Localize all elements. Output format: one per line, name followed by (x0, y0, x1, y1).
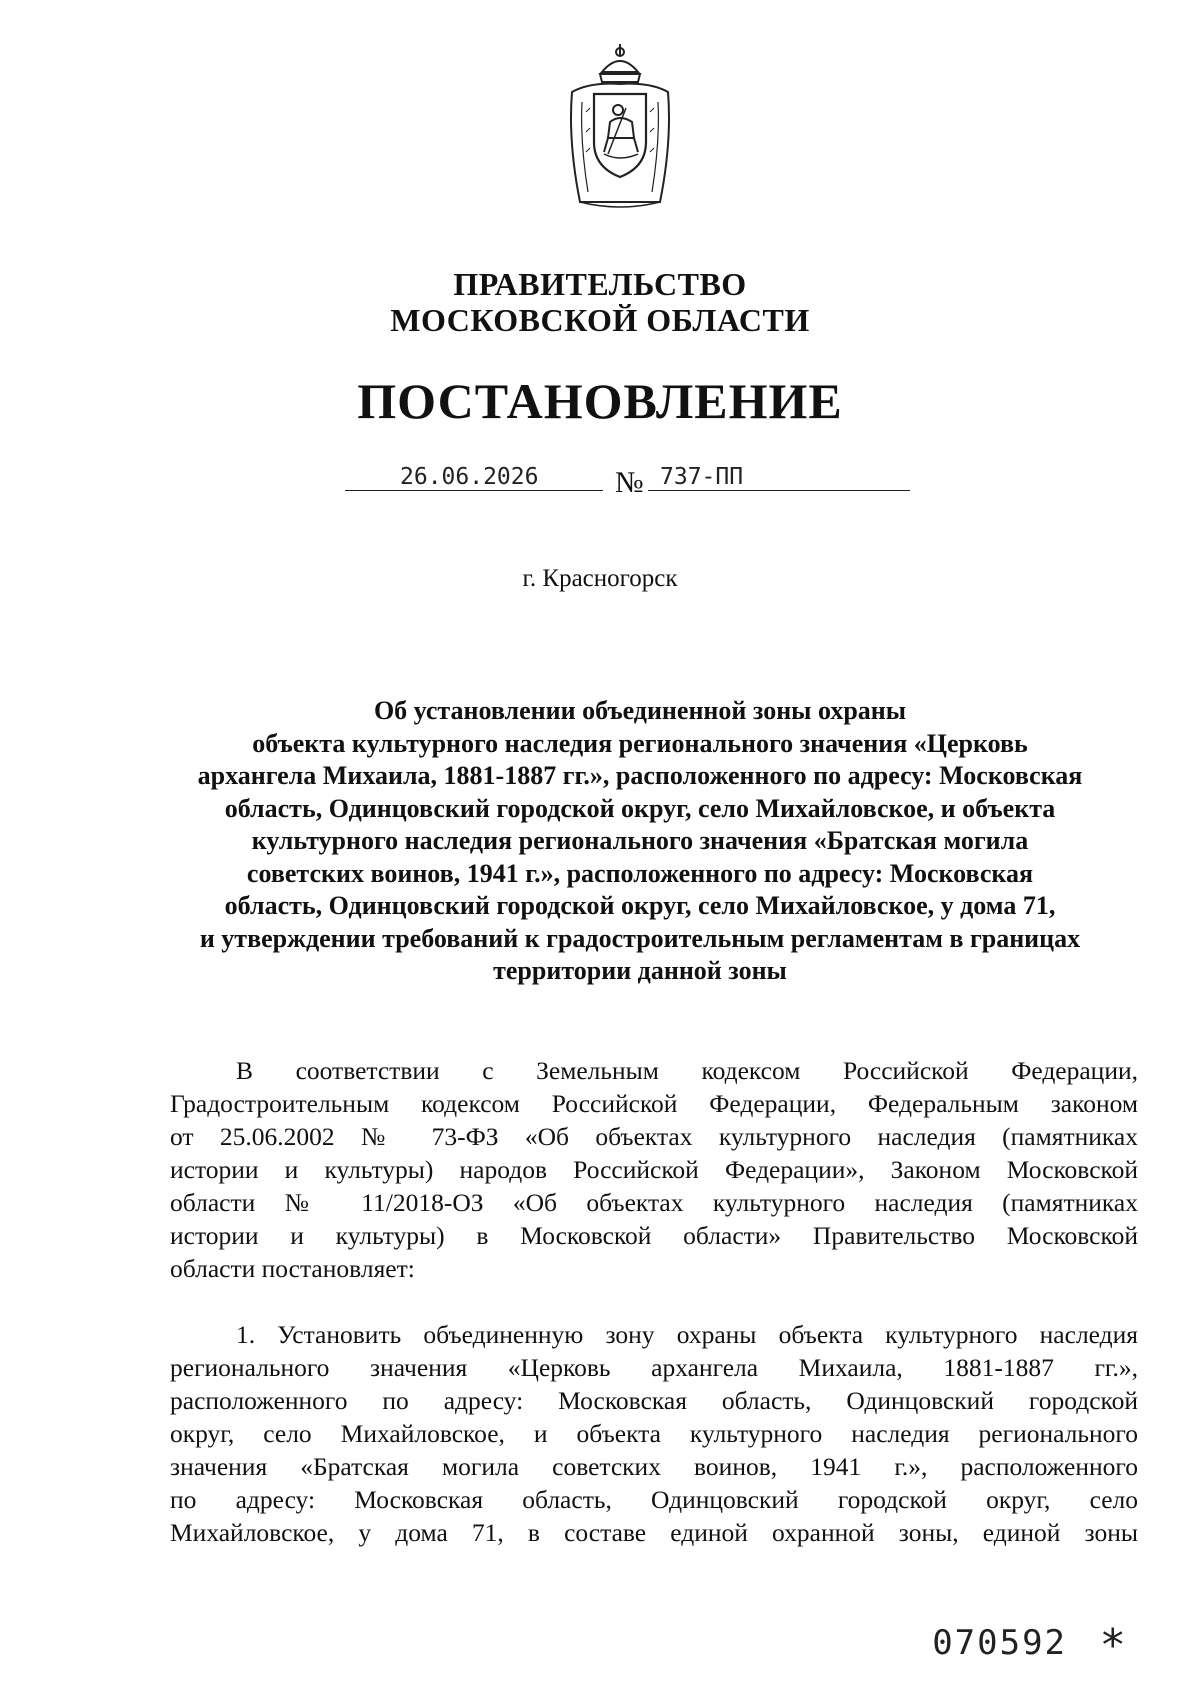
city-line: г. Красногорск (522, 565, 678, 592)
item-1-line: значения «Братская могила советских воинов, 1941 г.», расположенного (170, 1452, 1138, 1481)
item-1-line: расположенного по адресу: Московская область, Одинцовский городской (170, 1386, 1138, 1415)
document-title (160, 695, 1120, 988)
title-line: область, Одинцовский городской округ, село Михайловское, и объекта (224, 793, 1056, 823)
title-line: объекта культурного наследия регионального значения «Церковь (252, 728, 1028, 758)
serial-number: 070592 (932, 1623, 1068, 1663)
preamble-paragraph (170, 1054, 1138, 1285)
title-line: архангела Михаила, 1881-1887 гг.», расположенного по адресу: Московская (197, 761, 1083, 790)
number-sign: № (615, 466, 644, 499)
number-underline (648, 490, 910, 491)
title-line: и утверждении требований к градостроительным регламентам в границах (199, 923, 1081, 953)
title-line: Об установлении объединенной зоны охраны (373, 696, 907, 725)
title-line: область, Одинцовский городской округ, село Михайловское, у дома 71, (224, 891, 1056, 920)
title-line: территории данной зоны (493, 956, 787, 985)
preamble-line: от 25.06.2002 № 73-ФЗ «Об объектах культурного наследия (памятниках (170, 1122, 1138, 1151)
date-underline (345, 490, 603, 491)
document-type-heading: ПОСТАНОВЛЕНИЕ (357, 373, 843, 429)
item-1-line: по адресу: Московская область, Одинцовский городской округ, село (170, 1485, 1138, 1514)
document-date: 26.06.2026 (400, 464, 539, 490)
preamble-line: области постановляет: (170, 1254, 415, 1283)
item-1-paragraph (170, 1318, 1138, 1549)
preamble-line: В соответствии с Земельным кодексом Российской Федерации, (236, 1056, 1138, 1085)
asterisk-mark: * (1099, 1620, 1128, 1671)
document-number: 737-ПП (660, 464, 744, 490)
org-name-line1: ПРАВИТЕЛЬСТВО (453, 266, 747, 302)
preamble-line: области № 11/2018-ОЗ «Об объектах культурного наследия (памятниках (170, 1188, 1138, 1217)
item-1-line: округ, село Михайловское, и объекта культурного наследия регионального (170, 1419, 1138, 1448)
title-line: культурного наследия регионального значения «Братская могила (251, 826, 1029, 855)
title-line: советских воинов, 1941 г.», расположенного по адресу: Московская (246, 858, 1034, 888)
item-1-line: Михайловское, у дома 71, в составе единой охранной зоны, единой зоны (170, 1518, 1138, 1547)
preamble-line: истории и культуры) народов Российской Федерации», Законом Московской (170, 1155, 1138, 1184)
coat-of-arms-icon (560, 42, 680, 212)
serial-number-stamp (932, 1620, 1128, 1671)
item-1-line: 1. Установить объединенную зону охраны объекта культурного наследия (236, 1320, 1138, 1349)
org-name-line2: МОСКОВСКОЙ ОБЛАСТИ (390, 302, 810, 338)
item-1-line: регионального значения «Церковь архангела Михаила, 1881-1887 гг.», (170, 1353, 1138, 1382)
preamble-line: Градостроительным кодексом Российской Федерации, Федеральным законом (170, 1089, 1138, 1118)
preamble-line: истории и культуры) в Московской области» Правительство Московской (170, 1221, 1138, 1250)
